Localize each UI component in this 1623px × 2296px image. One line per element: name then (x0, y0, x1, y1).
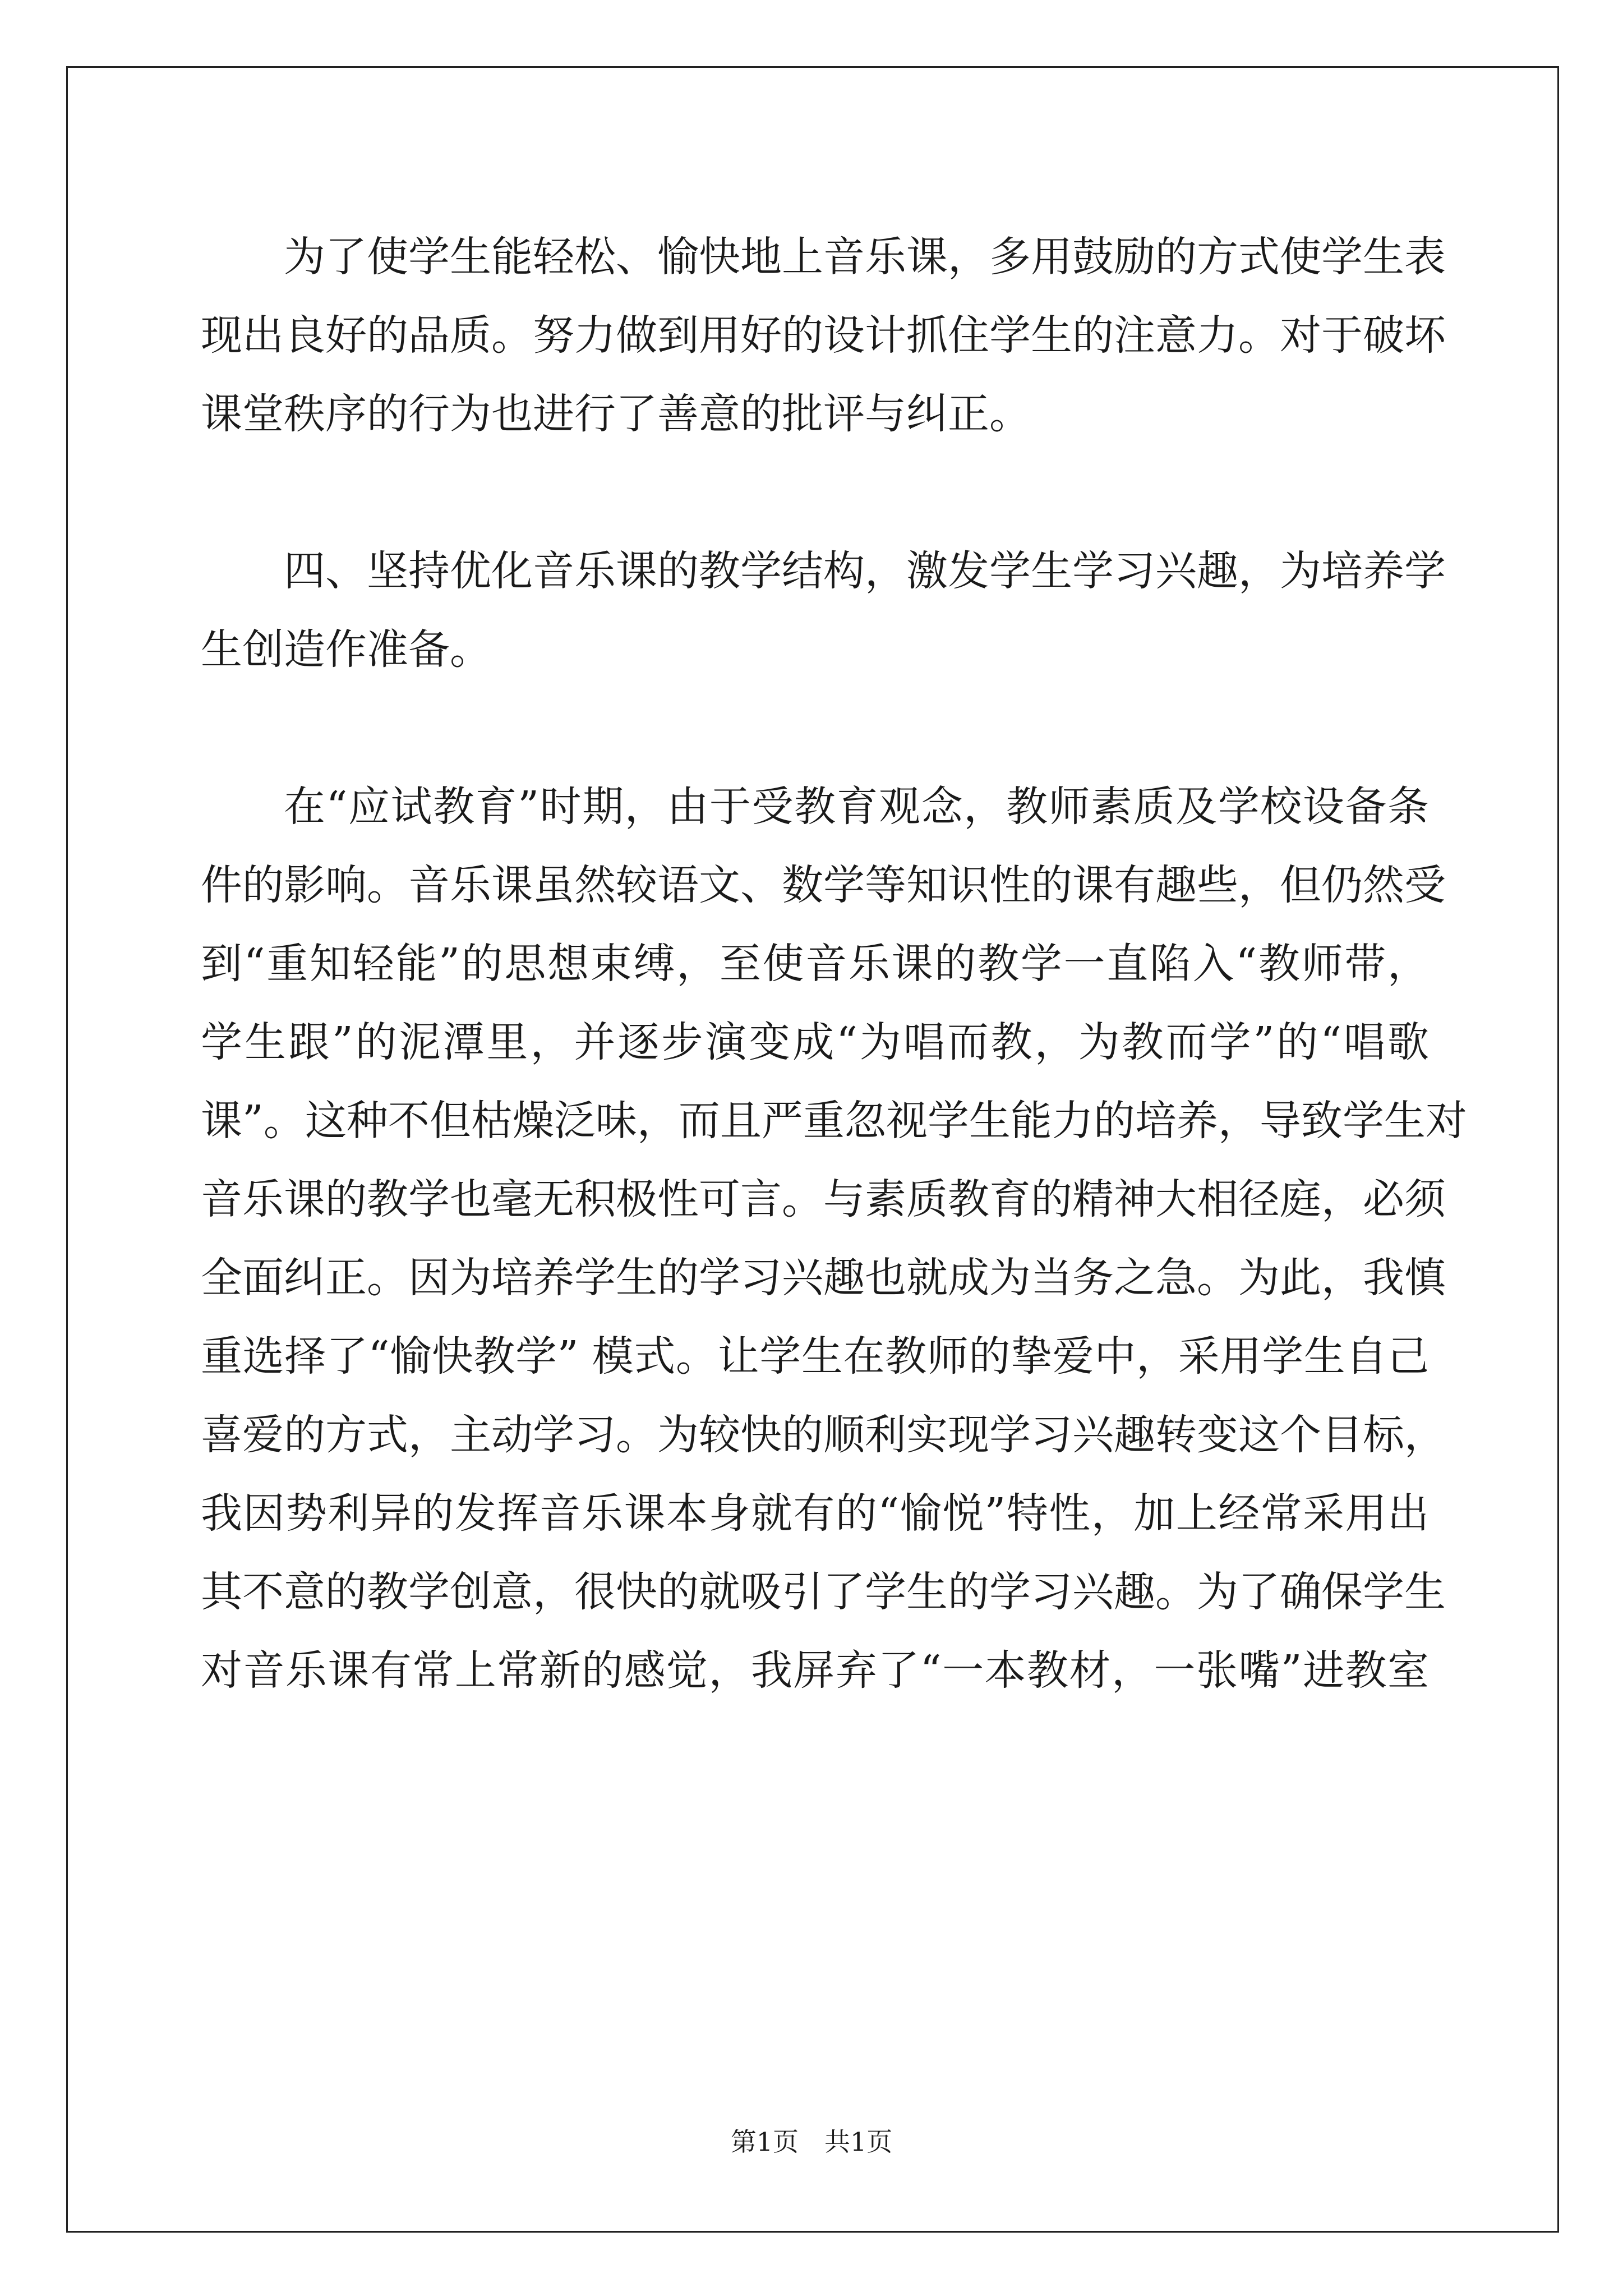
paragraph-gap (201, 453, 1429, 532)
paragraph-1-line-2: 现出良好的品质。努力做到用好的设计抓住学生的注意力。对于破坏 (201, 311, 1446, 360)
paragraph-2-line-1: 四、坚持优化音乐课的教学结构，激发学生学习兴趣，为培养学 (284, 547, 1446, 595)
paragraph-3-line-8: 重选择了“愉快教学” 模式。让学生在教师的挚爱中，采用学生自己 (201, 1332, 1429, 1381)
paragraph-3-line-10: 我因势利异的发挥音乐课本身就有的“愉悦”特性，加上经常采用出 (201, 1489, 1429, 1538)
paragraph-gap (201, 689, 1429, 767)
paragraph-2-line-2: 生创造作准备。 (201, 625, 491, 674)
paragraph-3-line-6: 音乐课的教学也毫无积极性可言。与素质教育的精神大相径庭，必须 (201, 1175, 1446, 1223)
paragraph-1-line-1: 为了使学生能轻松、愉快地上音乐课，多用鼓励的方式使学生表 (284, 233, 1446, 281)
paragraph-3-line-4: 学生跟”的泥潭里，并逐步演变成“为唱而教，为教而学”的“唱歌 (201, 1018, 1429, 1066)
page-number-total: 共1页 (824, 2127, 893, 2157)
page-footer (0, 2125, 1623, 2159)
page-number-current: 第1页 (730, 2127, 799, 2157)
paragraph-3-line-12: 对音乐课有常上常新的感觉，我屏弃了“一本教材，一张嘴”进教室 (201, 1646, 1429, 1695)
paragraph-3-line-3: 到“重知轻能”的思想束缚，至使音乐课的教学一直陷入“教师带， (201, 940, 1429, 988)
paragraph-3-line-7: 全面纠正。因为培养学生的学习兴趣也就成为当务之急。为此，我慎 (201, 1254, 1446, 1302)
document-body (201, 218, 1467, 1710)
paragraph-3-line-9: 喜爱的方式，主动学习。为较快的顺利实现学习兴趣转变这个目标， (201, 1411, 1446, 1459)
paragraph-1-line-3: 课堂秩序的行为也进行了善意的批评与纠正。 (201, 390, 1031, 438)
paragraph-3-line-1: 在“应试教育”时期，由于受教育观念，教师素质及学校设备条 (284, 783, 1429, 831)
paragraph-3-line-5: 课”。这种不但枯燥泛味，而且严重忽视学生能力的培养，导致学生对 (201, 1097, 1467, 1145)
paragraph-3-line-11: 其不意的教学创意，很快的就吸引了学生的学习兴趣。为了确保学生 (201, 1568, 1446, 1616)
paragraph-3-line-2: 件的影响。音乐课虽然较语文、数学等知识性的课有趣些，但仍然受 (201, 861, 1446, 909)
